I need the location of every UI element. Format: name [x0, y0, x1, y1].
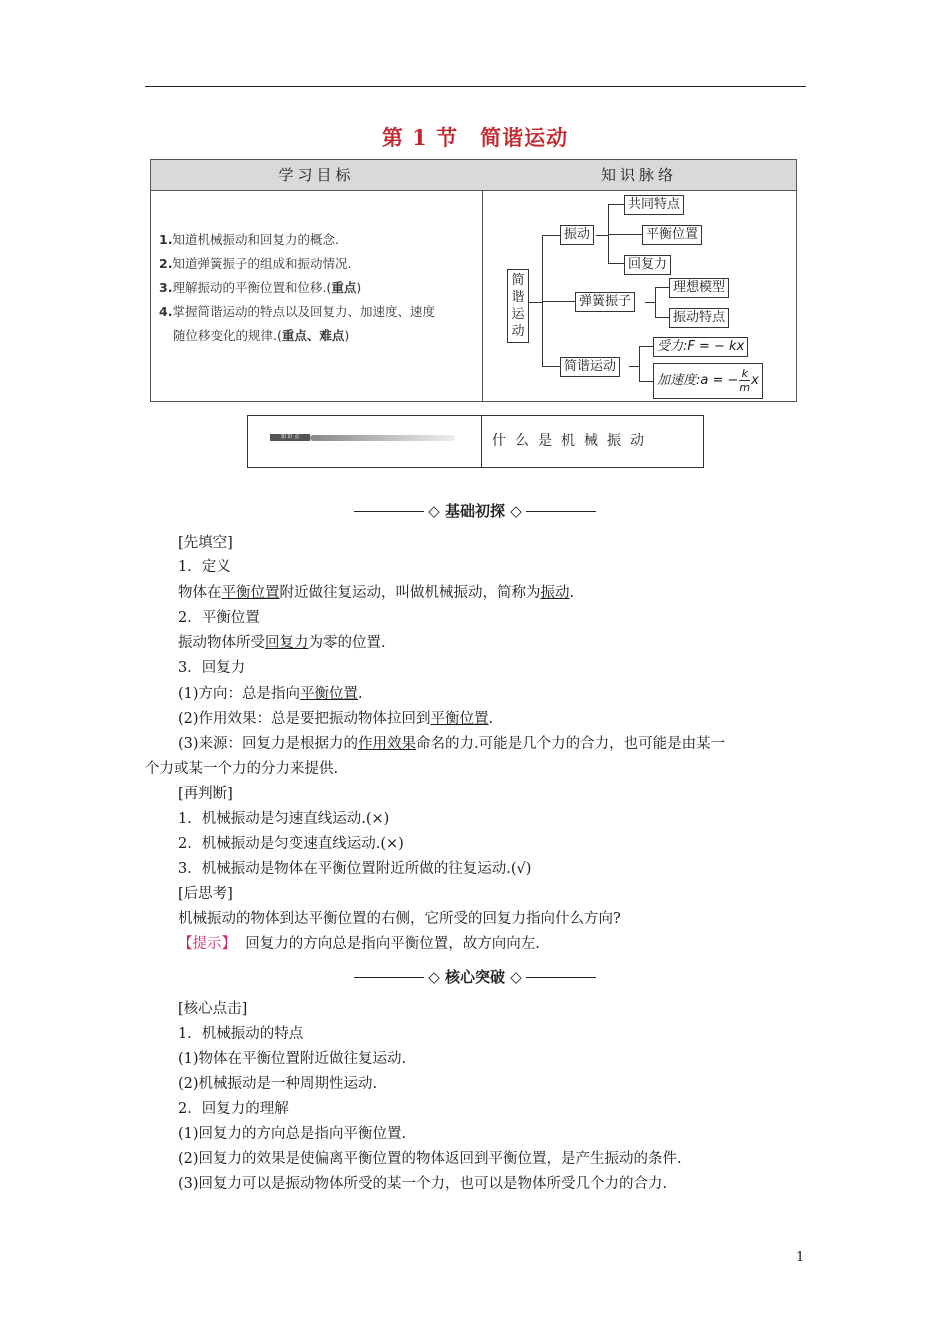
core-title: [核心点击] [178, 1001, 248, 1017]
think-question: 机械振动的物体到达平衡位置的右侧，它所受的回复力指向什么方向? [178, 911, 621, 927]
knowledge-point-tag: 知 识 点 [270, 434, 310, 441]
hint-label: 【提示】 [178, 936, 236, 952]
core-item: (1)回复力的方向总是指向平衡位置. [178, 1126, 407, 1142]
item-definition: 1．定义 [178, 559, 231, 575]
objectives-header: 学习目标 [151, 160, 483, 191]
core-item: (2)回复力的效果是使偏离平衡位置的物体返回到平衡位置，是产生振动的条件. [178, 1151, 682, 1167]
judge-item: 2．机械振动是匀变速直线运动.(×) [178, 836, 404, 852]
mindmap-vibration-features: 振动特点 [669, 308, 729, 328]
top-rule [145, 86, 806, 87]
mindmap-common-features: 共同特点 [624, 195, 684, 215]
goal-item: 3.理解振动的平衡位置和位移.(重点) [159, 280, 362, 295]
item-equilibrium: 2．平衡位置 [178, 610, 260, 626]
knowledge-map-header: 知识脉络 [482, 160, 796, 191]
mindmap-acceleration-formula: 加速度:a = − $\frac{k}{m}$ x [653, 363, 763, 399]
goal-item: 2.知道弹簧振子的组成和振动情况. [159, 256, 352, 271]
core-item: (3)回复力可以是振动物体所受的某一个力，也可以是物体所受几个力的合力. [178, 1176, 668, 1192]
knowledge-point-box [247, 415, 704, 468]
core-item: 2．回复力的理解 [178, 1101, 289, 1117]
mindmap-spring-oscillator: 弹簧振子 [575, 292, 635, 312]
judge-item: 1．机械振动是匀速直线运动.(×) [178, 811, 390, 827]
fill-blank-title: [先填空] [178, 535, 233, 551]
page-title: 第 1 节 简谐运动 [381, 125, 569, 150]
knowledge-point-tag-area [248, 416, 482, 467]
goal-item-continued: 随位移变化的规律.(重点、难点) [173, 328, 350, 343]
restoring-source: (3)来源：回复力是根据力的作用效果命名的力.可能是几个力的合力，也可能是由某一 [178, 736, 726, 752]
judge-item: 3．机械振动是物体在平衡位置附近所做的往复运动.(√) [178, 861, 532, 877]
mindmap-force-formula: 受力:F = − kx [653, 337, 748, 357]
mindmap-restoring-force: 回复力 [624, 255, 671, 275]
knowledge-point-title: 什么是机械振动 [492, 433, 653, 449]
knowledge-point-bar [310, 435, 455, 441]
hint-line: 【提示】 回复力的方向总是指向平衡位置，故方向向左. [178, 936, 540, 952]
equilibrium-text: 振动物体所受回复力为零的位置. [178, 635, 386, 651]
core-item: (1)物体在平衡位置附近做往复运动. [178, 1051, 407, 1067]
objectives-table [150, 159, 797, 402]
core-item: 1．机械振动的特点 [178, 1026, 304, 1042]
restoring-direction: (1)方向：总是指向平衡位置. [178, 686, 363, 702]
mindmap-shm: 简谐运动 [560, 357, 620, 377]
goal-item: 4.掌握简谐运动的特点以及回复力、加速度、速度 [159, 304, 435, 319]
definition-text: 物体在平衡位置附近做往复运动，叫做机械振动，简称为振动. [178, 585, 575, 601]
goal-item: 1.知道机械振动和回复力的概念. [159, 232, 339, 247]
knowledge-mindmap [483, 191, 797, 402]
core-item: (2)机械振动是一种周期性运动. [178, 1076, 378, 1092]
think-title: [后思考] [178, 886, 233, 902]
mindmap-root: 简谐运动 [507, 269, 529, 343]
restoring-effect: (2)作用效果：总是要把振动物体拉回到平衡位置. [178, 711, 494, 727]
mindmap-vibration: 振动 [560, 225, 594, 245]
page-number: 1 [796, 1250, 805, 1265]
section-core-header: ◇ 核心突破 ◇ [0, 966, 950, 987]
mindmap-equilibrium-position: 平衡位置 [642, 225, 702, 245]
judge-title: [再判断] [178, 786, 233, 802]
item-restoring-force: 3．回复力 [178, 660, 246, 676]
restoring-source-continued: 个力或某一个力的分力来提供. [145, 761, 339, 777]
learning-goals [159, 228, 477, 348]
mindmap-ideal-model: 理想模型 [669, 278, 729, 298]
section-basic-header: ◇ 基础初探 ◇ [0, 500, 950, 521]
